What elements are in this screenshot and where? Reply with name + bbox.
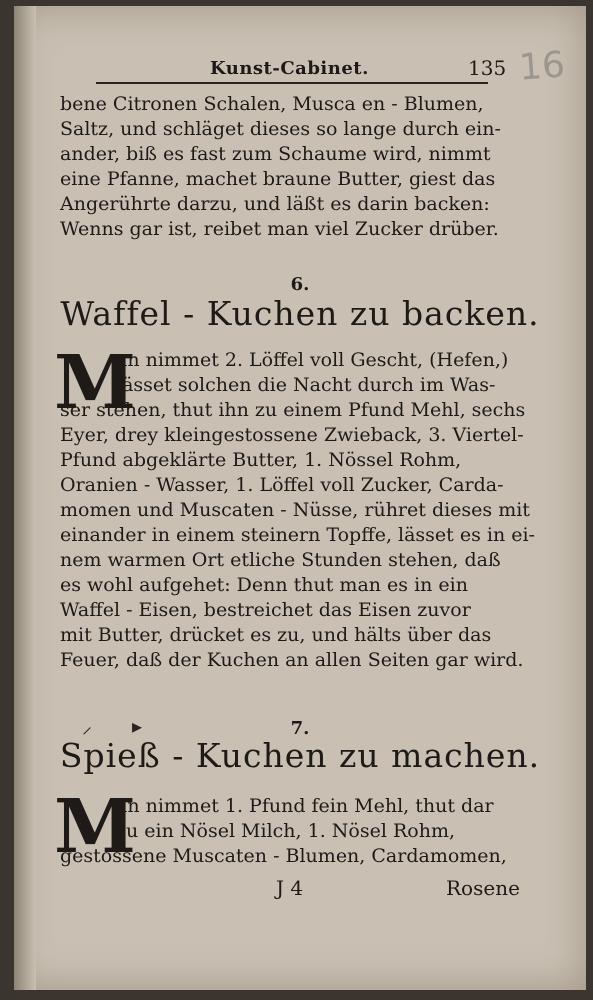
- catchword: Rosene: [446, 876, 520, 900]
- text-line: bene Citronen Schalen, Musca en - Blumen,: [60, 93, 484, 115]
- header-rule: [96, 82, 488, 84]
- recipe-number: 6.: [290, 274, 310, 295]
- page-number: 135: [468, 56, 507, 80]
- text-line: Pfund abgeklärte Butter, 1. Nössel Rohm,: [60, 449, 462, 471]
- text-line: nem warmen Ort etliche Stunden stehen, daß: [60, 549, 501, 571]
- text-line: Angerührte darzu, und läßt es darin backen:: [60, 193, 490, 215]
- running-title: Kunst-Cabinet.: [210, 58, 369, 79]
- text-line: es wohl aufgehet: Denn thut man es in ein: [60, 574, 468, 596]
- text-line: Saltz, und schläget dieses so lange durch ein-: [60, 118, 501, 140]
- text-line: zu ein Nösel Milch, 1. Nösel Rohm,: [116, 820, 456, 842]
- pencil-annotation: 16: [517, 44, 567, 89]
- text-line: lässet solchen die Nacht durch im Was-: [116, 374, 496, 396]
- recipe-number: 7.: [290, 718, 310, 739]
- page-gutter: [14, 6, 36, 990]
- drop-cap: M: [54, 784, 136, 870]
- text-line: an nimmet 1. Pfund fein Mehl, thut dar: [116, 795, 494, 817]
- text-line: momen und Muscaten - Nüsse, rühret dieses mit: [60, 499, 530, 521]
- text-line: ser stehen, thut ihn zu einem Pfund Mehl, sechs: [60, 399, 526, 421]
- signature-mark: J 4: [276, 876, 304, 900]
- text-line: eine Pfanne, machet braune Butter, giest das: [60, 168, 496, 190]
- ornament-mark: ▸: [132, 714, 143, 738]
- text-line: an nimmet 2. Löffel voll Gescht, (Hefen,): [116, 349, 509, 371]
- text-line: Oranien - Wasser, 1. Löffel voll Zucker, Carda-: [60, 474, 504, 496]
- recipe-body: [60, 348, 535, 673]
- text-line: Eyer, drey kleingestossene Zwieback, 3. Viertel-: [60, 424, 524, 446]
- ornament-mark: ⸝: [82, 714, 92, 738]
- recipe-title: Spieß - Kuchen zu machen.: [59, 736, 541, 775]
- text-line: einander in einem steinern Topffe, lässet es in ei-: [60, 524, 535, 546]
- text-line: Feuer, daß der Kuchen an allen Seiten gar wird.: [60, 649, 524, 671]
- continued-text: [60, 92, 520, 242]
- book-page: [14, 6, 586, 990]
- text-line: Wenns gar ist, reibet man viel Zucker drüber.: [60, 218, 499, 240]
- text-line: gestossene Muscaten - Blumen, Cardamomen,: [60, 845, 507, 867]
- text-line: ander, biß es fast zum Schaume wird, nimmt: [60, 143, 491, 165]
- text-line: Waffel - Eisen, bestreichet das Eisen zuvor: [60, 599, 471, 621]
- recipe-title: Waffel - Kuchen zu backen.: [60, 294, 540, 333]
- text-line: mit Butter, drücket es zu, und hälts über das: [60, 624, 492, 646]
- drop-cap: M: [54, 340, 136, 426]
- page-header: [14, 44, 586, 89]
- page-footer: [14, 876, 586, 906]
- recipe-body: [60, 794, 520, 869]
